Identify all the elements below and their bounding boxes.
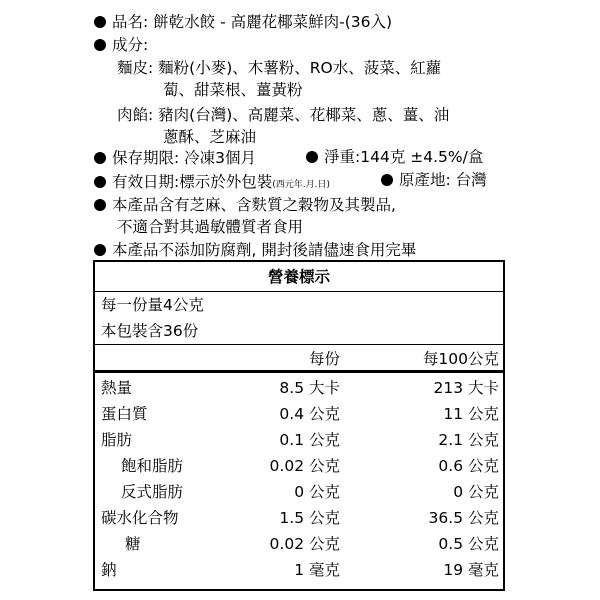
origin-line [381, 169, 487, 191]
preservative-text: 本產品不添加防腐劑, 開封後請儘速食用完畢 [112, 241, 417, 259]
ingredients-heading [94, 34, 148, 56]
bullet-icon [94, 244, 106, 256]
per-serving-value: 0.4 公克 [279, 405, 340, 423]
expiry-note: (西元年.月.日) [272, 180, 330, 190]
nutrition-title: 營養標示 [267, 268, 330, 286]
serving-size: 每一份量4公克 [101, 296, 204, 314]
ingredients-label: 成分: [112, 36, 149, 54]
expiry-value: 標示於外包裝 [179, 173, 273, 191]
per-100g-value: 19 毫克 [443, 561, 499, 579]
filling-label: 肉餡: [117, 106, 154, 124]
column-header-per-100g: 每100公克 [422, 350, 499, 368]
filling-ingredients-1: 豬肉(台灣)、高麗菜、花椰菜、蔥、薑、油 [158, 106, 450, 124]
bullet-icon [94, 176, 106, 188]
per-100g-value: 0 公克 [453, 483, 499, 501]
origin-value: 台灣 [455, 171, 487, 189]
per-serving-value: 0.02 公克 [269, 535, 340, 553]
net-weight-line [306, 146, 483, 168]
nutrient-name: 糖 [125, 535, 141, 553]
nutrient-name: 反式脂肪 [121, 483, 184, 501]
nutrition-facts-table [93, 260, 505, 591]
divider [95, 291, 503, 292]
servings-per-pack: 本包裝含36份 [101, 322, 199, 340]
wrapper-line-2: 蔔、甜菜根、薑黃粉 [163, 81, 303, 99]
net-weight-label: 淨重: [324, 148, 361, 166]
per-100g-value: 0.6 公克 [438, 457, 499, 475]
bullet-icon [94, 16, 106, 28]
nutrient-name: 鈉 [101, 561, 117, 579]
column-header-per-serving: 每份 [308, 350, 340, 368]
per-serving-value: 0.1 公克 [279, 431, 340, 449]
per-serving-value: 0.02 公克 [269, 457, 340, 475]
shelf-life-value: 冷凍3個月 [184, 149, 257, 167]
per-serving-value: 1.5 公克 [279, 509, 340, 527]
allergen-line-1 [94, 194, 396, 216]
nutrient-name: 碳水化合物 [101, 509, 179, 527]
per-serving-value: 1 毫克 [294, 561, 340, 579]
per-serving-value: 0 公克 [294, 483, 340, 501]
thick-divider [95, 370, 503, 373]
per-100g-value: 36.5 公克 [428, 509, 499, 527]
expiry-label: 有效日期: [112, 173, 180, 191]
nutrient-name: 飽和脂肪 [121, 457, 184, 475]
product-name-line [94, 11, 392, 33]
bullet-icon [94, 152, 106, 164]
product-name: 餅乾水餃 - 高麗花椰菜鮮肉-(36入) [153, 13, 393, 31]
nutrient-name: 蛋白質 [101, 405, 148, 423]
wrapper-ingredients-1: 麵粉(小麥)、木薯粉、RO水、菠菜、紅蘿 [158, 59, 442, 77]
allergen-text-1: 本產品含有芝麻、含麩質之穀物及其製品, [112, 196, 396, 214]
nutrient-name: 熱量 [101, 379, 133, 397]
per-100g-value: 2.1 公克 [438, 431, 499, 449]
filling-line-1 [117, 104, 449, 126]
product-name-label: 品名: [112, 13, 149, 31]
per-100g-value: 11 公克 [443, 405, 499, 423]
shelf-life-label: 保存期限: [112, 149, 180, 167]
preservative-line [94, 239, 416, 261]
bullet-icon [94, 199, 106, 211]
nutrient-name: 脂肪 [101, 431, 133, 449]
expiry-line [94, 171, 330, 196]
filling-line-2: 蔥酥、芝麻油 [163, 128, 257, 146]
bullet-icon [94, 39, 106, 51]
wrapper-label: 麵皮: [117, 59, 154, 77]
net-weight-value: 144克 ±4.5%/盒 [360, 148, 484, 166]
allergen-line-2: 不適合對其過敏體質者食用 [117, 218, 304, 236]
origin-label: 原產地: [399, 171, 451, 189]
bullet-icon [381, 174, 393, 186]
divider [95, 344, 503, 345]
per-100g-value: 0.5 公克 [438, 535, 499, 553]
bullet-icon [306, 151, 318, 163]
per-100g-value: 213 大卡 [433, 379, 499, 397]
per-serving-value: 8.5 大卡 [279, 379, 340, 397]
wrapper-line-1 [117, 57, 441, 79]
shelf-life-line [94, 147, 256, 169]
